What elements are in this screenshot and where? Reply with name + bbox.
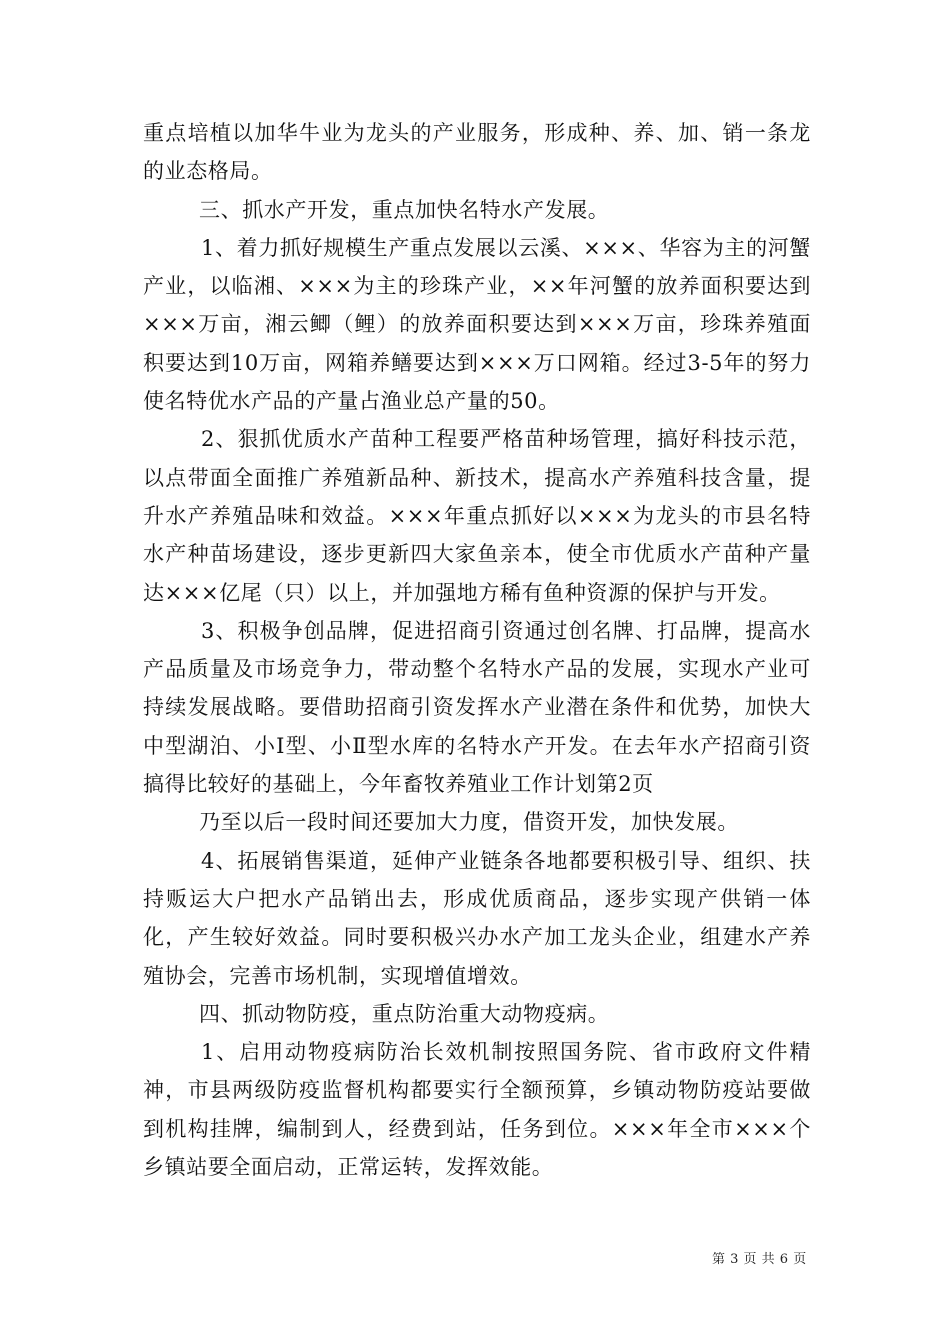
section-heading-epidemic: 四、抓动物防疫，重点防治重大动物疫病。 xyxy=(199,1001,610,1026)
paragraph-continuation: 重点培植以加华牛业为龙头的产业服务，形成种、养、加、销一条龙的业态格局。 xyxy=(143,121,811,184)
paragraph-epidemic-item-1: 1、启用动物疫病防治长效机制按照国务院、省市政府文件精神，市县两级防疫监督机构都要实行全额预算，乡镇动物防疫站要做到机构挂牌，编制到人，经费到站，任务到位。×××年全市×××个乡镇站要全面启动，正常运转，发挥效能。 xyxy=(143,1040,811,1180)
page-number: 第 3 页 共 6 页 xyxy=(712,1252,807,1267)
paragraph-item-1: 1、着力抓好规模生产重点发展以云溪、×××、华容为主的河蟹产业，以临湘、×××为主的珍珠产业，××年河蟹的放养面积要达到×××万亩，湘云鲫（鲤）的放养面积要达到×××万亩，珍珠养殖面积要达到10万亩，网箱养鳝要达到×××万口网箱。经过3-5年的努力使名特优水产品的产量占渔业总产量的50。 xyxy=(143,235,811,414)
paragraph-item-3: 3、积极争创品牌，促进招商引资通过创名牌、打品牌，提高水产品质量及市场竞争力，带动整个名特水产品的发展，实现水产业可持续发展战略。要借助招商引资发挥水产业潜在条件和优势，加快大中型湖泊、小Ⅰ型、小Ⅱ型水库的名特水产开发。在去年水产招商引资搞得比较好的基础上，今年畜牧养殖业工作计划第2页 xyxy=(143,618,811,797)
paragraph-item-4: 4、拓展销售渠道，延伸产业链条各地都要积极引导、组织、扶持贩运大户把水产品销出去，形成优质商品，逐步实现产供销一体化，产生较好效益。同时要积极兴办水产加工龙头企业，组建水产养殖协会，完善市场机制，实现增值增效。 xyxy=(143,848,811,988)
section-heading-aquatic: 三、抓水产开发，重点加快名特水产发展。 xyxy=(199,197,610,222)
document-body xyxy=(143,114,811,1186)
paragraph-item-2: 2、狠抓优质水产苗种工程要严格苗种场管理，搞好科技示范，以点带面全面推广养殖新品种、新技术，提高水产养殖科技含量，提升水产养殖品味和效益。×××年重点抓好以×××为龙头的市县名特水产种苗场建设，逐步更新四大家鱼亲本，使全市优质水产苗种产量达×××亿尾（只）以上，并加强地方稀有鱼种资源的保护与开发。 xyxy=(143,427,811,605)
paragraph-item-3-continuation: 乃至以后一段时间还要加大力度，借资开发，加快发展。 xyxy=(199,810,739,835)
